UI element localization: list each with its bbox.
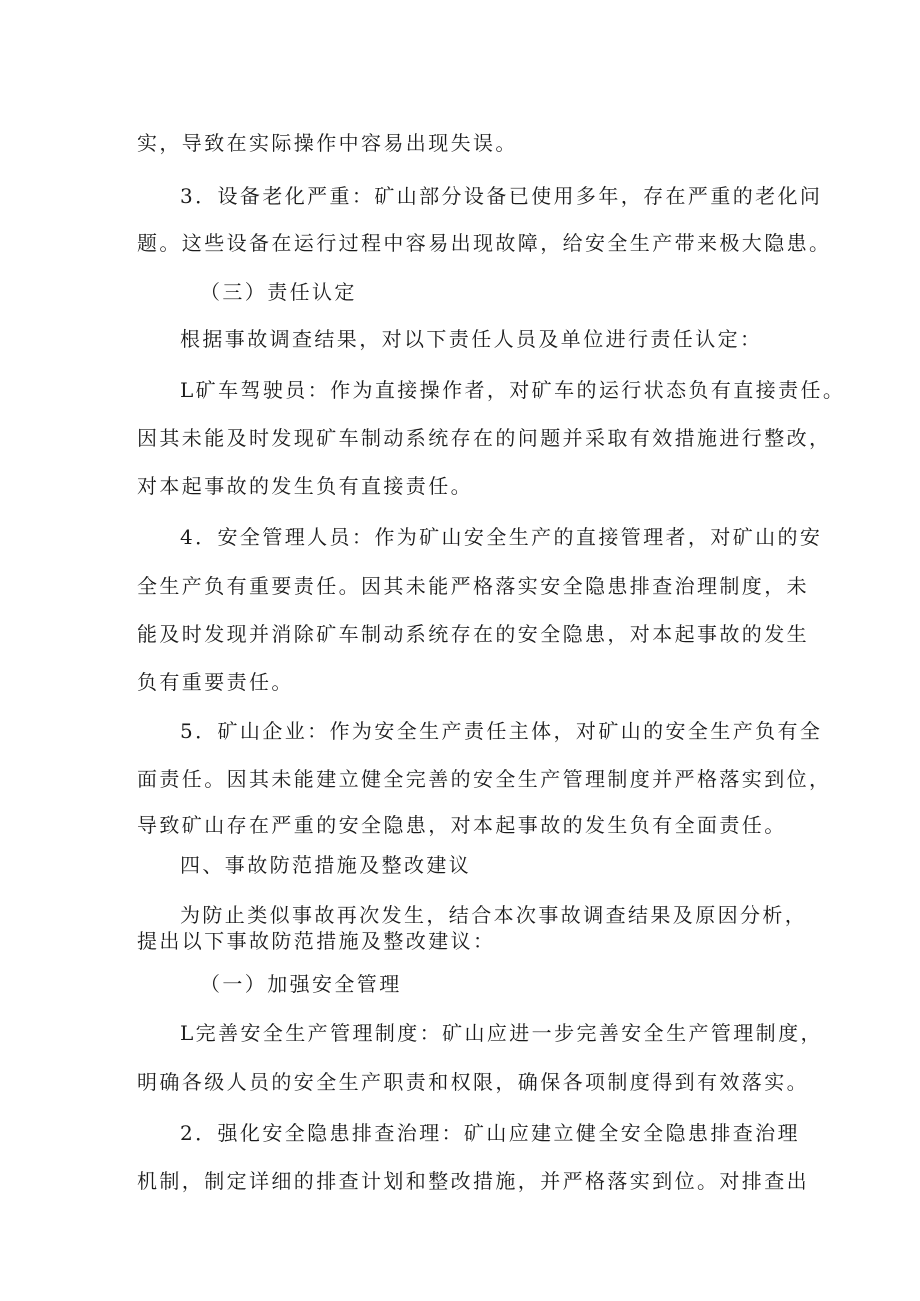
paragraph-line: 提出以下事故防范措施及整改建议： <box>137 929 496 953</box>
paragraph-line: 对本起事故的发生负有直接责任。 <box>137 474 473 498</box>
section-heading: （一）加强安全管理 <box>200 972 402 996</box>
paragraph-line: 题。这些设备在运行过程中容易出现故障，给安全生产带来极大隐患。 <box>137 231 832 255</box>
paragraph-line: L完善安全生产管理制度：矿山应进一步完善安全生产管理制度， <box>180 1021 823 1045</box>
paragraph-line: 因其未能及时发现矿车制动系统存在的问题并采取有效措施进行整改， <box>137 426 832 450</box>
paragraph-line: 机制，制定详细的排查计划和整改措施，并严格落实到位。对排查出 <box>137 1169 809 1193</box>
paragraph-line: 5．矿山企业：作为安全生产责任主体，对矿山的安全生产负有全 <box>180 719 823 743</box>
section-heading: 四、事故防范措施及整改建议 <box>180 853 472 877</box>
paragraph-line: 根据事故调查结果，对以下责任人员及单位进行责任认定： <box>180 327 763 351</box>
paragraph-line: 2．强化安全隐患排查治理：矿山应建立健全安全隐患排查治理 <box>180 1121 800 1145</box>
paragraph-line: 明确各级人员的安全生产职责和权限，确保各项制度得到有效落实。 <box>137 1070 809 1094</box>
paragraph-line: 全生产负有重要责任。因其未能严格落实安全隐患排查治理制度，未 <box>137 574 809 598</box>
paragraph-line: 导致矿山存在严重的安全隐患，对本起事故的发生负有全面责任。 <box>137 813 787 837</box>
paragraph-line: 面责任。因其未能建立健全完善的安全生产管理制度并严格落实到位， <box>137 767 832 791</box>
paragraph-line: 为防止类似事故再次发生，结合本次事故调查结果及原因分析， <box>180 903 808 927</box>
paragraph-line: L矿车驾驶员：作为直接操作者，对矿车的运行状态负有直接责任。 <box>180 378 846 402</box>
paragraph-line: 能及时发现并消除矿车制动系统存在的安全隐患，对本起事故的发生 <box>137 622 809 646</box>
paragraph-line: 负有重要责任。 <box>137 670 294 694</box>
paragraph-line: 3．设备老化严重：矿山部分设备已使用多年，存在严重的老化问 <box>180 184 823 208</box>
section-heading: （三）责任认定 <box>200 280 357 304</box>
paragraph-line: 4．安全管理人员：作为矿山安全生产的直接管理者，对矿山的安 <box>180 525 823 549</box>
paragraph-line: 实，导致在实际操作中容易出现失误。 <box>137 131 518 155</box>
